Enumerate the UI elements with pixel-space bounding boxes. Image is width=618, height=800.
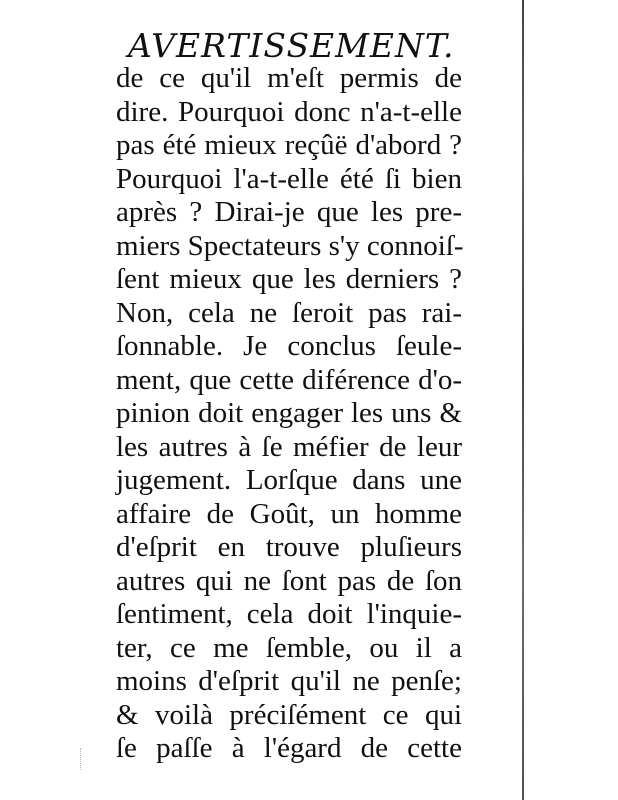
text-line: dire. Pourquoi donc n'a-t-elle [116, 95, 462, 128]
text-line: ſent mieux que les derniers ? [116, 263, 462, 295]
text-line: ter, ce me ſemble, ou il a [116, 631, 462, 664]
text-line: ſe paſſe à l'égard de cette [116, 732, 462, 764]
text-line: ſonnable. Je conclus ſeule- [116, 330, 462, 362]
text-line: Pourquoi l'a-t-elle été ſi bien [116, 162, 462, 195]
text-line: de ce qu'il m'eſt permis de [116, 62, 462, 94]
margin-mark [80, 748, 87, 770]
running-head: AVERTISSEMENT. [128, 26, 455, 65]
text-line: moins d'eſprit qu'il ne penſe; [116, 665, 462, 697]
body-text [116, 62, 462, 766]
text-line: autres qui ne ſont pas de ſon [116, 564, 462, 597]
text-line: jugement. Lorſque dans une [116, 464, 462, 496]
text-line: & voilà préciſément ce qui [116, 698, 462, 731]
text-line: après ? Dirai-je que les pre- [116, 196, 462, 228]
text-line: Non, cela ne ſeroit pas rai- [116, 296, 462, 329]
text-line: d'eſprit en trouve pluſieurs [116, 531, 462, 563]
text-line: les autres à ſe méfier de leur [116, 430, 462, 463]
text-line: pas été mieux reçûë d'abord ? [116, 129, 462, 161]
page-gutter-line [522, 0, 524, 800]
text-line: ment, que cette diférence d'o- [116, 363, 462, 396]
text-line: miers Spectateurs s'y connoiſ- [116, 229, 464, 262]
text-line: ſentiment, cela doit l'inquie- [116, 598, 462, 630]
text-line: affaire de Goût, un homme [116, 497, 462, 530]
text-line: pinion doit engager les uns & [116, 397, 462, 429]
